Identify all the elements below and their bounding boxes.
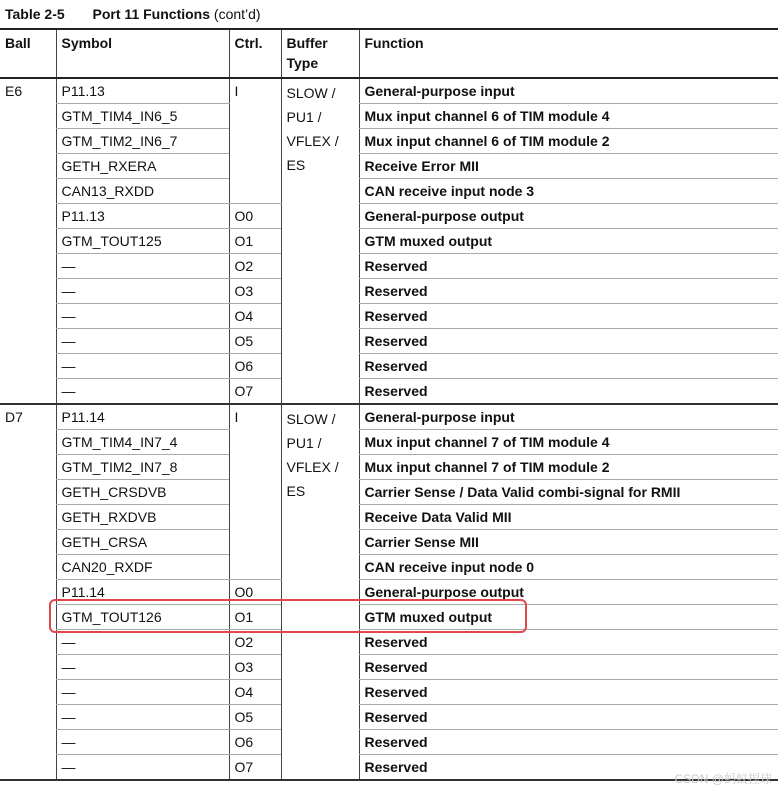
ball-cell: D7 xyxy=(0,404,56,780)
table-row xyxy=(0,755,778,781)
header-function: Function xyxy=(359,29,778,78)
symbol-cell: — xyxy=(56,329,229,354)
ctrl-cell: O5 xyxy=(229,329,281,354)
function-cell: General-purpose output xyxy=(359,580,778,605)
ctrl-cell: O1 xyxy=(229,605,281,630)
table-continued-note: (cont’d) xyxy=(213,6,261,22)
function-cell: General-purpose output xyxy=(359,204,778,229)
function-cell: Reserved xyxy=(359,655,778,680)
function-cell: Receive Error MII xyxy=(359,154,778,179)
function-cell: Receive Data Valid MII xyxy=(359,505,778,530)
table-row xyxy=(0,430,778,455)
table-row xyxy=(0,279,778,304)
ctrl-cell: O2 xyxy=(229,254,281,279)
function-cell: Reserved xyxy=(359,354,778,379)
table-row xyxy=(0,705,778,730)
table-row xyxy=(0,354,778,379)
function-cell: General-purpose input xyxy=(359,404,778,430)
function-cell: Carrier Sense / Data Valid combi-signal for RMII xyxy=(359,480,778,505)
table-caption xyxy=(5,6,261,22)
highlight-box xyxy=(49,599,527,633)
buffer-type-cell: SLOW / PU1 / VFLEX / ES xyxy=(281,404,359,780)
header-symbol: Symbol xyxy=(56,29,229,78)
symbol-cell: — xyxy=(56,379,229,405)
symbol-cell: — xyxy=(56,254,229,279)
symbol-cell: — xyxy=(56,755,229,781)
function-cell: General-purpose input xyxy=(359,78,778,104)
function-cell: Reserved xyxy=(359,304,778,329)
ctrl-cell: O6 xyxy=(229,354,281,379)
table-row xyxy=(0,304,778,329)
ctrl-cell: O7 xyxy=(229,379,281,405)
ctrl-cell: I xyxy=(229,404,281,580)
symbol-cell: — xyxy=(56,730,229,755)
symbol-cell: — xyxy=(56,630,229,655)
symbol-cell: — xyxy=(56,279,229,304)
ctrl-cell: O3 xyxy=(229,279,281,304)
function-cell: Mux input channel 7 of TIM module 2 xyxy=(359,455,778,480)
table-row xyxy=(0,129,778,154)
ctrl-cell: O0 xyxy=(229,204,281,229)
function-cell: CAN receive input node 0 xyxy=(359,555,778,580)
symbol-cell: — xyxy=(56,680,229,705)
table-row xyxy=(0,730,778,755)
symbol-cell: — xyxy=(56,354,229,379)
symbol-cell: GETH_RXERA xyxy=(56,154,229,179)
symbol-cell: — xyxy=(56,655,229,680)
symbol-cell: GTM_TOUT125 xyxy=(56,229,229,254)
symbol-cell: GTM_TIM2_IN6_7 xyxy=(56,129,229,154)
header-ball: Ball xyxy=(0,29,56,78)
symbol-cell: GETH_CRSA xyxy=(56,530,229,555)
table-row xyxy=(0,480,778,505)
port-functions-table xyxy=(0,28,778,781)
function-cell: GTM muxed output xyxy=(359,605,778,630)
header-buffer-type: Buffer Type xyxy=(281,29,359,78)
function-cell: Reserved xyxy=(359,680,778,705)
function-cell: Reserved xyxy=(359,730,778,755)
function-cell: Reserved xyxy=(359,705,778,730)
table-row xyxy=(0,505,778,530)
function-cell: Reserved xyxy=(359,755,778,781)
table-row xyxy=(0,379,778,405)
table-row xyxy=(0,204,778,229)
symbol-cell: P11.14 xyxy=(56,404,229,430)
table-row xyxy=(0,630,778,655)
table-row xyxy=(0,154,778,179)
function-cell: Mux input channel 6 of TIM module 4 xyxy=(359,104,778,129)
ctrl-cell: O6 xyxy=(229,730,281,755)
function-cell: Reserved xyxy=(359,329,778,354)
ctrl-cell: O2 xyxy=(229,630,281,655)
symbol-cell: GETH_RXDVB xyxy=(56,505,229,530)
ball-cell: E6 xyxy=(0,78,56,404)
function-cell: GTM muxed output xyxy=(359,229,778,254)
symbol-cell: GTM_TIM2_IN7_8 xyxy=(56,455,229,480)
function-cell: Reserved xyxy=(359,254,778,279)
ctrl-cell: O3 xyxy=(229,655,281,680)
function-cell: CAN receive input node 3 xyxy=(359,179,778,204)
ctrl-cell: O4 xyxy=(229,304,281,329)
symbol-cell: GETH_CRSDVB xyxy=(56,480,229,505)
table-row xyxy=(0,555,778,580)
function-cell: Reserved xyxy=(359,379,778,405)
ctrl-cell: I xyxy=(229,78,281,204)
table-number: Table 2-5 xyxy=(5,6,65,22)
ctrl-cell: O0 xyxy=(229,580,281,605)
symbol-cell: GTM_TIM4_IN7_4 xyxy=(56,430,229,455)
table-row xyxy=(0,680,778,705)
buffer-type-cell: SLOW / PU1 / VFLEX / ES xyxy=(281,78,359,404)
header-ctrl: Ctrl. xyxy=(229,29,281,78)
header-row xyxy=(0,29,778,78)
table-row xyxy=(0,78,778,104)
symbol-cell: — xyxy=(56,304,229,329)
symbol-cell: P11.14 xyxy=(56,580,229,605)
table-row xyxy=(0,530,778,555)
symbol-cell: CAN20_RXDF xyxy=(56,555,229,580)
ctrl-cell: O5 xyxy=(229,705,281,730)
table-row xyxy=(0,179,778,204)
watermark: CSDN @蚂蚁捏球 xyxy=(674,772,772,786)
ctrl-cell: O4 xyxy=(229,680,281,705)
table-row xyxy=(0,229,778,254)
function-cell: Mux input channel 7 of TIM module 4 xyxy=(359,430,778,455)
ctrl-cell: O7 xyxy=(229,755,281,781)
symbol-cell: P11.13 xyxy=(56,78,229,104)
function-cell: Reserved xyxy=(359,630,778,655)
table-row xyxy=(0,254,778,279)
symbol-cell: CAN13_RXDD xyxy=(56,179,229,204)
table-row xyxy=(0,329,778,354)
table-title: Port 11 Functions xyxy=(92,6,211,22)
table-row xyxy=(0,655,778,680)
table-row xyxy=(0,404,778,430)
ctrl-cell: O1 xyxy=(229,229,281,254)
symbol-cell: — xyxy=(56,705,229,730)
function-cell: Carrier Sense MII xyxy=(359,530,778,555)
table-row xyxy=(0,455,778,480)
function-cell: Mux input channel 6 of TIM module 2 xyxy=(359,129,778,154)
table-row xyxy=(0,104,778,129)
function-cell: Reserved xyxy=(359,279,778,304)
symbol-cell: GTM_TOUT126 xyxy=(56,605,229,630)
symbol-cell: GTM_TIM4_IN6_5 xyxy=(56,104,229,129)
symbol-cell: P11.13 xyxy=(56,204,229,229)
